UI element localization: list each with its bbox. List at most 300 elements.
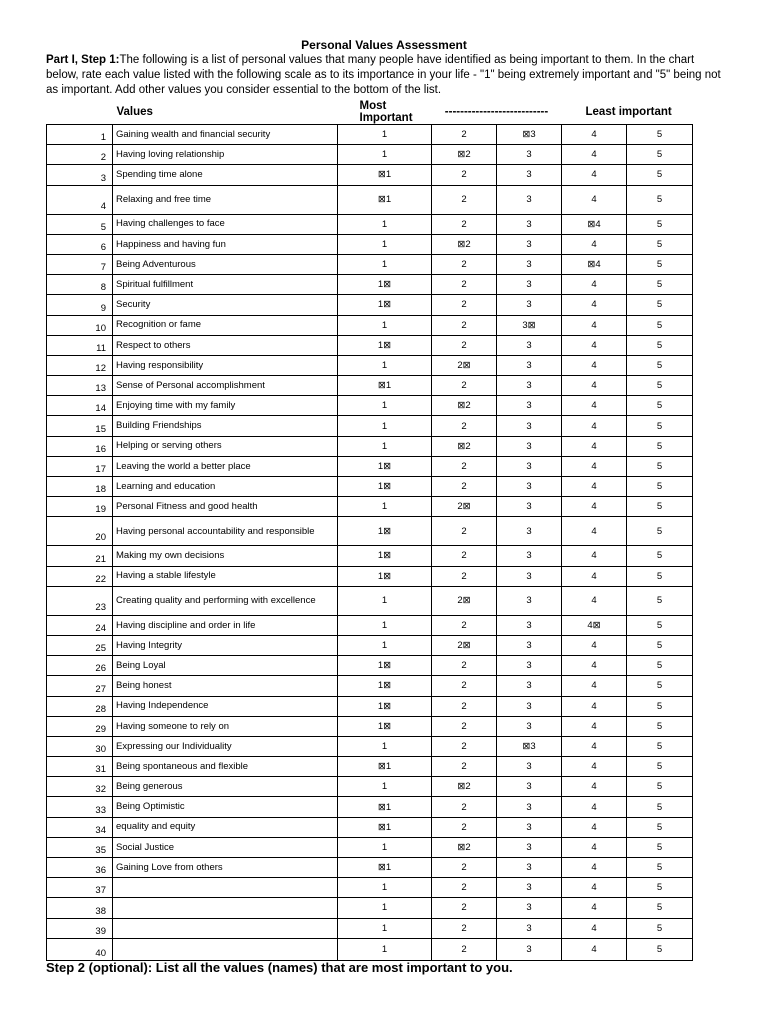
rating-cell-2[interactable]: 2 [432,477,497,497]
rating-cell-4[interactable]: 4 [562,477,627,497]
value-label: Being honest [113,676,338,696]
rating-cell-4[interactable]: 4 [562,456,627,476]
rating-cell-2[interactable]: ⊠2 [432,777,497,797]
rating-cell-5[interactable]: 5 [627,938,693,960]
rating-cell-1[interactable]: 1 [338,254,432,274]
row-number: 12 [47,355,113,375]
rating-cell-4[interactable]: 4 [562,586,627,615]
value-label: Relaxing and free time [113,185,338,214]
value-label: Sense of Personal accomplishment [113,376,338,396]
rating-cell-2[interactable]: ⊠2 [432,837,497,857]
rating-cell-5[interactable]: 5 [627,716,693,736]
value-label: Being generous [113,777,338,797]
rating-cell-3[interactable]: 3 [497,858,562,878]
table-row [47,736,693,756]
table-row [47,696,693,716]
rating-cell-3[interactable]: 3 [497,275,562,295]
row-number: 31 [47,757,113,777]
rating-cell-3[interactable]: ⊠3 [497,125,562,145]
value-label: Respect to others [113,335,338,355]
value-label: Learning and education [113,477,338,497]
value-label: Gaining wealth and financial security [113,125,338,145]
rating-cell-2[interactable]: 2 [432,858,497,878]
rating-cell-2[interactable]: ⊠2 [432,234,497,254]
value-label: Security [113,295,338,315]
rating-cell-4[interactable]: 4 [562,517,627,546]
table-row [47,837,693,857]
rating-cell-4[interactable]: 4 [562,566,627,586]
rating-cell-2[interactable]: 2 [432,878,497,898]
rating-cell-2[interactable]: 2 [432,214,497,234]
rating-cell-4[interactable]: 4 [562,416,627,436]
row-number: 20 [47,517,113,546]
rating-cell-1[interactable]: 1⊠ [338,456,432,476]
rating-cell-3[interactable]: 3 [497,716,562,736]
rating-cell-2[interactable]: 2 [432,676,497,696]
row-number: 18 [47,477,113,497]
rating-cell-3[interactable]: 3 [497,165,562,185]
row-number: 8 [47,275,113,295]
table-header-row [47,100,693,125]
rating-cell-1[interactable]: 1 [338,497,432,517]
rating-cell-3[interactable]: 3 [497,586,562,615]
table-row [47,275,693,295]
table-row [47,125,693,145]
rating-cell-5[interactable]: 5 [627,736,693,756]
rating-cell-3[interactable]: 3 [497,656,562,676]
rating-cell-4[interactable]: 4 [562,777,627,797]
rating-cell-2[interactable]: 2 [432,566,497,586]
rating-cell-5[interactable]: 5 [627,586,693,615]
rating-cell-4[interactable]: 4 [562,234,627,254]
row-number: 25 [47,635,113,655]
rating-cell-2[interactable]: 2 [432,615,497,635]
rating-cell-2[interactable]: 2 [432,546,497,566]
rating-cell-3[interactable]: 3 [497,817,562,837]
row-number: 24 [47,615,113,635]
rating-cell-1[interactable]: 1⊠ [338,656,432,676]
rating-cell-1[interactable]: 1 [338,355,432,375]
rating-cell-3[interactable]: 3 [497,918,562,938]
rating-cell-4[interactable]: 4 [562,185,627,214]
rating-cell-1[interactable]: 1 [338,938,432,960]
rating-cell-1[interactable]: ⊠1 [338,185,432,214]
rating-cell-1[interactable]: 1 [338,635,432,655]
rating-cell-3[interactable]: 3 [497,497,562,517]
rating-cell-1[interactable]: 1⊠ [338,716,432,736]
rating-cell-3[interactable]: 3 [497,416,562,436]
rating-cell-5[interactable]: 5 [627,696,693,716]
rating-cell-1[interactable]: 1⊠ [338,696,432,716]
rating-cell-1[interactable]: ⊠1 [338,757,432,777]
rating-cell-5[interactable]: 5 [627,315,693,335]
rating-cell-5[interactable]: 5 [627,436,693,456]
rating-cell-5[interactable]: 5 [627,817,693,837]
rating-cell-3[interactable]: 3 [497,254,562,274]
table-row [47,214,693,234]
rating-cell-1[interactable]: 1 [338,615,432,635]
value-label: Being Loyal [113,656,338,676]
rating-cell-5[interactable]: 5 [627,295,693,315]
rating-cell-3[interactable]: 3 [497,376,562,396]
value-label: Having someone to rely on [113,716,338,736]
rating-cell-2[interactable]: 2 [432,376,497,396]
rating-cell-4[interactable]: 4 [562,918,627,938]
table-row [47,918,693,938]
rating-cell-4[interactable]: 4 [562,376,627,396]
rating-cell-1[interactable]: 1⊠ [338,335,432,355]
rating-cell-5[interactable]: 5 [627,517,693,546]
value-label: Building Friendships [113,416,338,436]
rating-cell-1[interactable]: 1⊠ [338,295,432,315]
rating-cell-2[interactable]: 2 [432,817,497,837]
value-label: Recognition or fame [113,315,338,335]
row-number: 5 [47,214,113,234]
rating-cell-5[interactable]: 5 [627,676,693,696]
rating-cell-2[interactable]: 2 [432,315,497,335]
rating-cell-5[interactable]: 5 [627,757,693,777]
rating-cell-5[interactable]: 5 [627,456,693,476]
rating-cell-1[interactable]: ⊠1 [338,817,432,837]
rating-cell-3[interactable]: 3 [497,436,562,456]
rating-cell-4[interactable]: 4 [562,878,627,898]
row-number: 27 [47,676,113,696]
rating-cell-3[interactable]: 3 [497,898,562,918]
rating-cell-2[interactable]: 2 [432,797,497,817]
rating-cell-3[interactable]: 3 [497,335,562,355]
rating-cell-3[interactable]: 3 [497,878,562,898]
rating-cell-4[interactable]: 4 [562,898,627,918]
rating-cell-5[interactable]: 5 [627,615,693,635]
row-number: 40 [47,938,113,960]
rating-cell-5[interactable]: 5 [627,185,693,214]
table-row [47,858,693,878]
rating-cell-1[interactable]: 1 [338,918,432,938]
value-label: Creating quality and performing with excellence [113,586,338,615]
rating-cell-1[interactable]: ⊠1 [338,797,432,817]
rating-cell-5[interactable]: 5 [627,145,693,165]
rating-cell-2[interactable]: 2⊠ [432,355,497,375]
least-important-header: Least important [562,100,693,125]
table-row [47,497,693,517]
rating-cell-2[interactable]: 2 [432,185,497,214]
table-row [47,436,693,456]
page-title: Personal Values Assessment [301,38,467,52]
rating-cell-3[interactable]: 3 [497,676,562,696]
rating-cell-4[interactable]: 4 [562,335,627,355]
rating-cell-1[interactable]: 1 [338,436,432,456]
row-number: 26 [47,656,113,676]
rating-cell-4[interactable]: 4 [562,125,627,145]
rating-cell-4[interactable]: 4 [562,396,627,416]
table-row [47,517,693,546]
rating-cell-5[interactable]: 5 [627,837,693,857]
rating-cell-3[interactable]: 3 [497,517,562,546]
rating-cell-2[interactable]: 2⊠ [432,497,497,517]
rating-cell-1[interactable]: ⊠1 [338,858,432,878]
instructions-lead: Part I, Step 1: [46,54,120,66]
rating-cell-2[interactable]: 2 [432,165,497,185]
value-label: Expressing our Individuality [113,736,338,756]
rating-cell-2[interactable]: 2 [432,456,497,476]
rating-cell-3[interactable]: 3 [497,355,562,375]
rating-cell-1[interactable]: 1 [338,777,432,797]
value-label: Having loving relationship [113,145,338,165]
row-number: 3 [47,165,113,185]
rating-cell-3[interactable]: 3 [497,615,562,635]
rating-cell-3[interactable]: 3 [497,214,562,234]
rating-cell-1[interactable]: ⊠1 [338,376,432,396]
rating-cell-2[interactable]: 2⊠ [432,635,497,655]
rating-cell-4[interactable]: 4 [562,676,627,696]
values-table-body [47,125,693,961]
values-header: Values [113,100,338,125]
rating-cell-5[interactable]: 5 [627,125,693,145]
rating-cell-5[interactable]: 5 [627,234,693,254]
row-number: 38 [47,898,113,918]
rating-cell-3[interactable]: 3 [497,777,562,797]
value-label: Making my own decisions [113,546,338,566]
rating-cell-5[interactable]: 5 [627,376,693,396]
value-label: Happiness and having fun [113,234,338,254]
rating-cell-1[interactable]: 1 [338,214,432,234]
rating-cell-1[interactable]: 1⊠ [338,546,432,566]
rating-cell-4[interactable]: 4 [562,497,627,517]
table-row [47,376,693,396]
rating-cell-5[interactable]: 5 [627,416,693,436]
row-number: 10 [47,315,113,335]
table-row [47,234,693,254]
rating-cell-1[interactable]: 1 [338,586,432,615]
rating-cell-3[interactable]: 3 [497,635,562,655]
rating-cell-4[interactable]: 4⊠ [562,615,627,635]
rating-cell-3[interactable]: 3 [497,566,562,586]
rating-cell-2[interactable]: 2 [432,416,497,436]
rating-cell-1[interactable]: 1 [338,396,432,416]
row-number: 6 [47,234,113,254]
rating-cell-4[interactable]: 4 [562,436,627,456]
table-row [47,335,693,355]
table-row [47,817,693,837]
row-number: 15 [47,416,113,436]
value-label: Spiritual fulfillment [113,275,338,295]
value-label: Having responsibility [113,355,338,375]
rating-cell-1[interactable]: 1 [338,898,432,918]
table-row [47,295,693,315]
rating-cell-4[interactable]: 4 [562,938,627,960]
value-label: Being spontaneous and flexible [113,757,338,777]
rating-cell-1[interactable]: 1 [338,234,432,254]
rating-cell-5[interactable]: 5 [627,335,693,355]
rating-cell-3[interactable]: 3 [497,145,562,165]
rating-cell-1[interactable]: 1 [338,878,432,898]
row-number: 19 [47,497,113,517]
rating-cell-4[interactable]: 4 [562,635,627,655]
value-label: equality and equity [113,817,338,837]
rating-cell-2[interactable]: 2 [432,295,497,315]
most-important-header: Most Important [338,100,432,125]
value-label: Having Integrity [113,635,338,655]
rating-cell-5[interactable]: 5 [627,497,693,517]
values-table [46,100,693,961]
rating-cell-2[interactable]: 2 [432,716,497,736]
rating-cell-4[interactable]: 4 [562,295,627,315]
table-row [47,716,693,736]
value-label: Having Independence [113,696,338,716]
row-number: 32 [47,777,113,797]
value-label: Helping or serving others [113,436,338,456]
value-label: Personal Fitness and good health [113,497,338,517]
rating-cell-5[interactable]: 5 [627,918,693,938]
table-row [47,898,693,918]
rating-cell-2[interactable]: 2 [432,938,497,960]
rating-cell-1[interactable]: ⊠1 [338,165,432,185]
step-2-heading: Step 2 (optional): List all the values (names) that are most important to you. [46,960,513,975]
rating-cell-2[interactable]: ⊠2 [432,145,497,165]
rating-cell-4[interactable]: 4 [562,355,627,375]
rating-cell-2[interactable]: 2⊠ [432,586,497,615]
table-row [47,477,693,497]
value-label: Social Justice [113,837,338,857]
rating-cell-1[interactable]: 1 [338,125,432,145]
rating-cell-1[interactable]: 1⊠ [338,517,432,546]
rating-cell-4[interactable]: 4 [562,817,627,837]
number-header [47,100,113,125]
rating-cell-3[interactable]: 3 [497,295,562,315]
table-row [47,586,693,615]
row-number: 30 [47,736,113,756]
rating-cell-3[interactable]: 3 [497,696,562,716]
rating-cell-4[interactable]: ⊠4 [562,214,627,234]
rating-cell-5[interactable]: 5 [627,396,693,416]
rating-cell-3[interactable]: 3 [497,456,562,476]
row-number: 23 [47,586,113,615]
rating-cell-3[interactable]: 3 [497,757,562,777]
rating-cell-5[interactable]: 5 [627,777,693,797]
rating-cell-2[interactable]: 2 [432,736,497,756]
value-label: Spending time alone [113,165,338,185]
value-label: Having a stable lifestyle [113,566,338,586]
rating-cell-3[interactable]: 3 [497,837,562,857]
rating-cell-2[interactable]: 2 [432,254,497,274]
table-row [47,145,693,165]
rating-cell-3[interactable]: 3 [497,185,562,214]
rating-cell-3[interactable]: 3 [497,477,562,497]
rating-cell-3[interactable]: 3⊠ [497,315,562,335]
rating-cell-4[interactable]: 4 [562,656,627,676]
value-label: Leaving the world a better place [113,456,338,476]
rating-cell-3[interactable]: 3 [497,797,562,817]
rating-cell-5[interactable]: 5 [627,878,693,898]
rating-cell-3[interactable]: 3 [497,546,562,566]
row-number: 17 [47,456,113,476]
rating-cell-2[interactable]: 2 [432,517,497,546]
value-label: Having challenges to face [113,214,338,234]
rating-cell-1[interactable]: 1⊠ [338,676,432,696]
rating-cell-5[interactable]: 5 [627,898,693,918]
table-row [47,615,693,635]
value-label [113,878,338,898]
rating-cell-1[interactable]: 1⊠ [338,566,432,586]
table-row [47,165,693,185]
table-row [47,566,693,586]
rating-cell-1[interactable]: 1 [338,145,432,165]
value-label [113,918,338,938]
rating-cell-4[interactable]: 4 [562,546,627,566]
rating-cell-4[interactable]: ⊠4 [562,254,627,274]
rating-cell-4[interactable]: 4 [562,716,627,736]
rating-cell-4[interactable]: 4 [562,145,627,165]
rating-cell-4[interactable]: 4 [562,797,627,817]
table-row [47,777,693,797]
rating-cell-5[interactable]: 5 [627,635,693,655]
value-label: Having discipline and order in life [113,615,338,635]
rating-cell-2[interactable]: 2 [432,696,497,716]
rating-cell-5[interactable]: 5 [627,858,693,878]
rating-cell-2[interactable]: ⊠2 [432,436,497,456]
rating-cell-4[interactable]: 4 [562,858,627,878]
rating-cell-2[interactable]: 2 [432,757,497,777]
rating-cell-1[interactable]: 1 [338,416,432,436]
rating-cell-2[interactable]: 2 [432,898,497,918]
rating-cell-2[interactable]: ⊠2 [432,396,497,416]
rating-cell-3[interactable]: 3 [497,938,562,960]
rating-cell-5[interactable]: 5 [627,656,693,676]
rating-cell-5[interactable]: 5 [627,355,693,375]
rating-cell-5[interactable]: 5 [627,797,693,817]
rating-cell-1[interactable]: 1⊠ [338,477,432,497]
table-row [47,416,693,436]
table-row [47,315,693,335]
instructions-text: The following is a list of personal values that many people have identified as being important to them. In the chart below, rate each value listed with the following scale as to its importance in your life - "1" being extremely important and "5" being not as important. Add other values you consider essential to the bottom of the list. [46,54,721,96]
rating-cell-2[interactable]: 2 [432,335,497,355]
rating-cell-2[interactable]: 2 [432,656,497,676]
rating-cell-5[interactable]: 5 [627,477,693,497]
rating-cell-5[interactable]: 5 [627,254,693,274]
rating-cell-5[interactable]: 5 [627,165,693,185]
rating-cell-1[interactable]: 1 [338,736,432,756]
rating-cell-2[interactable]: 2 [432,125,497,145]
rating-cell-4[interactable]: 4 [562,757,627,777]
rating-cell-4[interactable]: 4 [562,165,627,185]
rating-cell-3[interactable]: ⊠3 [497,736,562,756]
rating-cell-3[interactable]: 3 [497,234,562,254]
table-row [47,254,693,274]
value-label: Being Adventurous [113,254,338,274]
rating-cell-1[interactable]: 1 [338,837,432,857]
row-number: 34 [47,817,113,837]
row-number: 13 [47,376,113,396]
rating-cell-4[interactable]: 4 [562,275,627,295]
rating-cell-4[interactable]: 4 [562,696,627,716]
row-number: 35 [47,837,113,857]
rating-cell-4[interactable]: 4 [562,837,627,857]
rating-cell-3[interactable]: 3 [497,396,562,416]
rating-cell-5[interactable]: 5 [627,566,693,586]
rating-cell-1[interactable]: 1⊠ [338,275,432,295]
rating-cell-5[interactable]: 5 [627,275,693,295]
table-row [47,878,693,898]
rating-cell-4[interactable]: 4 [562,736,627,756]
rating-cell-4[interactable]: 4 [562,315,627,335]
rating-cell-2[interactable]: 2 [432,275,497,295]
rating-cell-1[interactable]: 1 [338,315,432,335]
row-number: 16 [47,436,113,456]
rating-cell-5[interactable]: 5 [627,214,693,234]
rating-cell-5[interactable]: 5 [627,546,693,566]
row-number: 7 [47,254,113,274]
rating-cell-2[interactable]: 2 [432,918,497,938]
